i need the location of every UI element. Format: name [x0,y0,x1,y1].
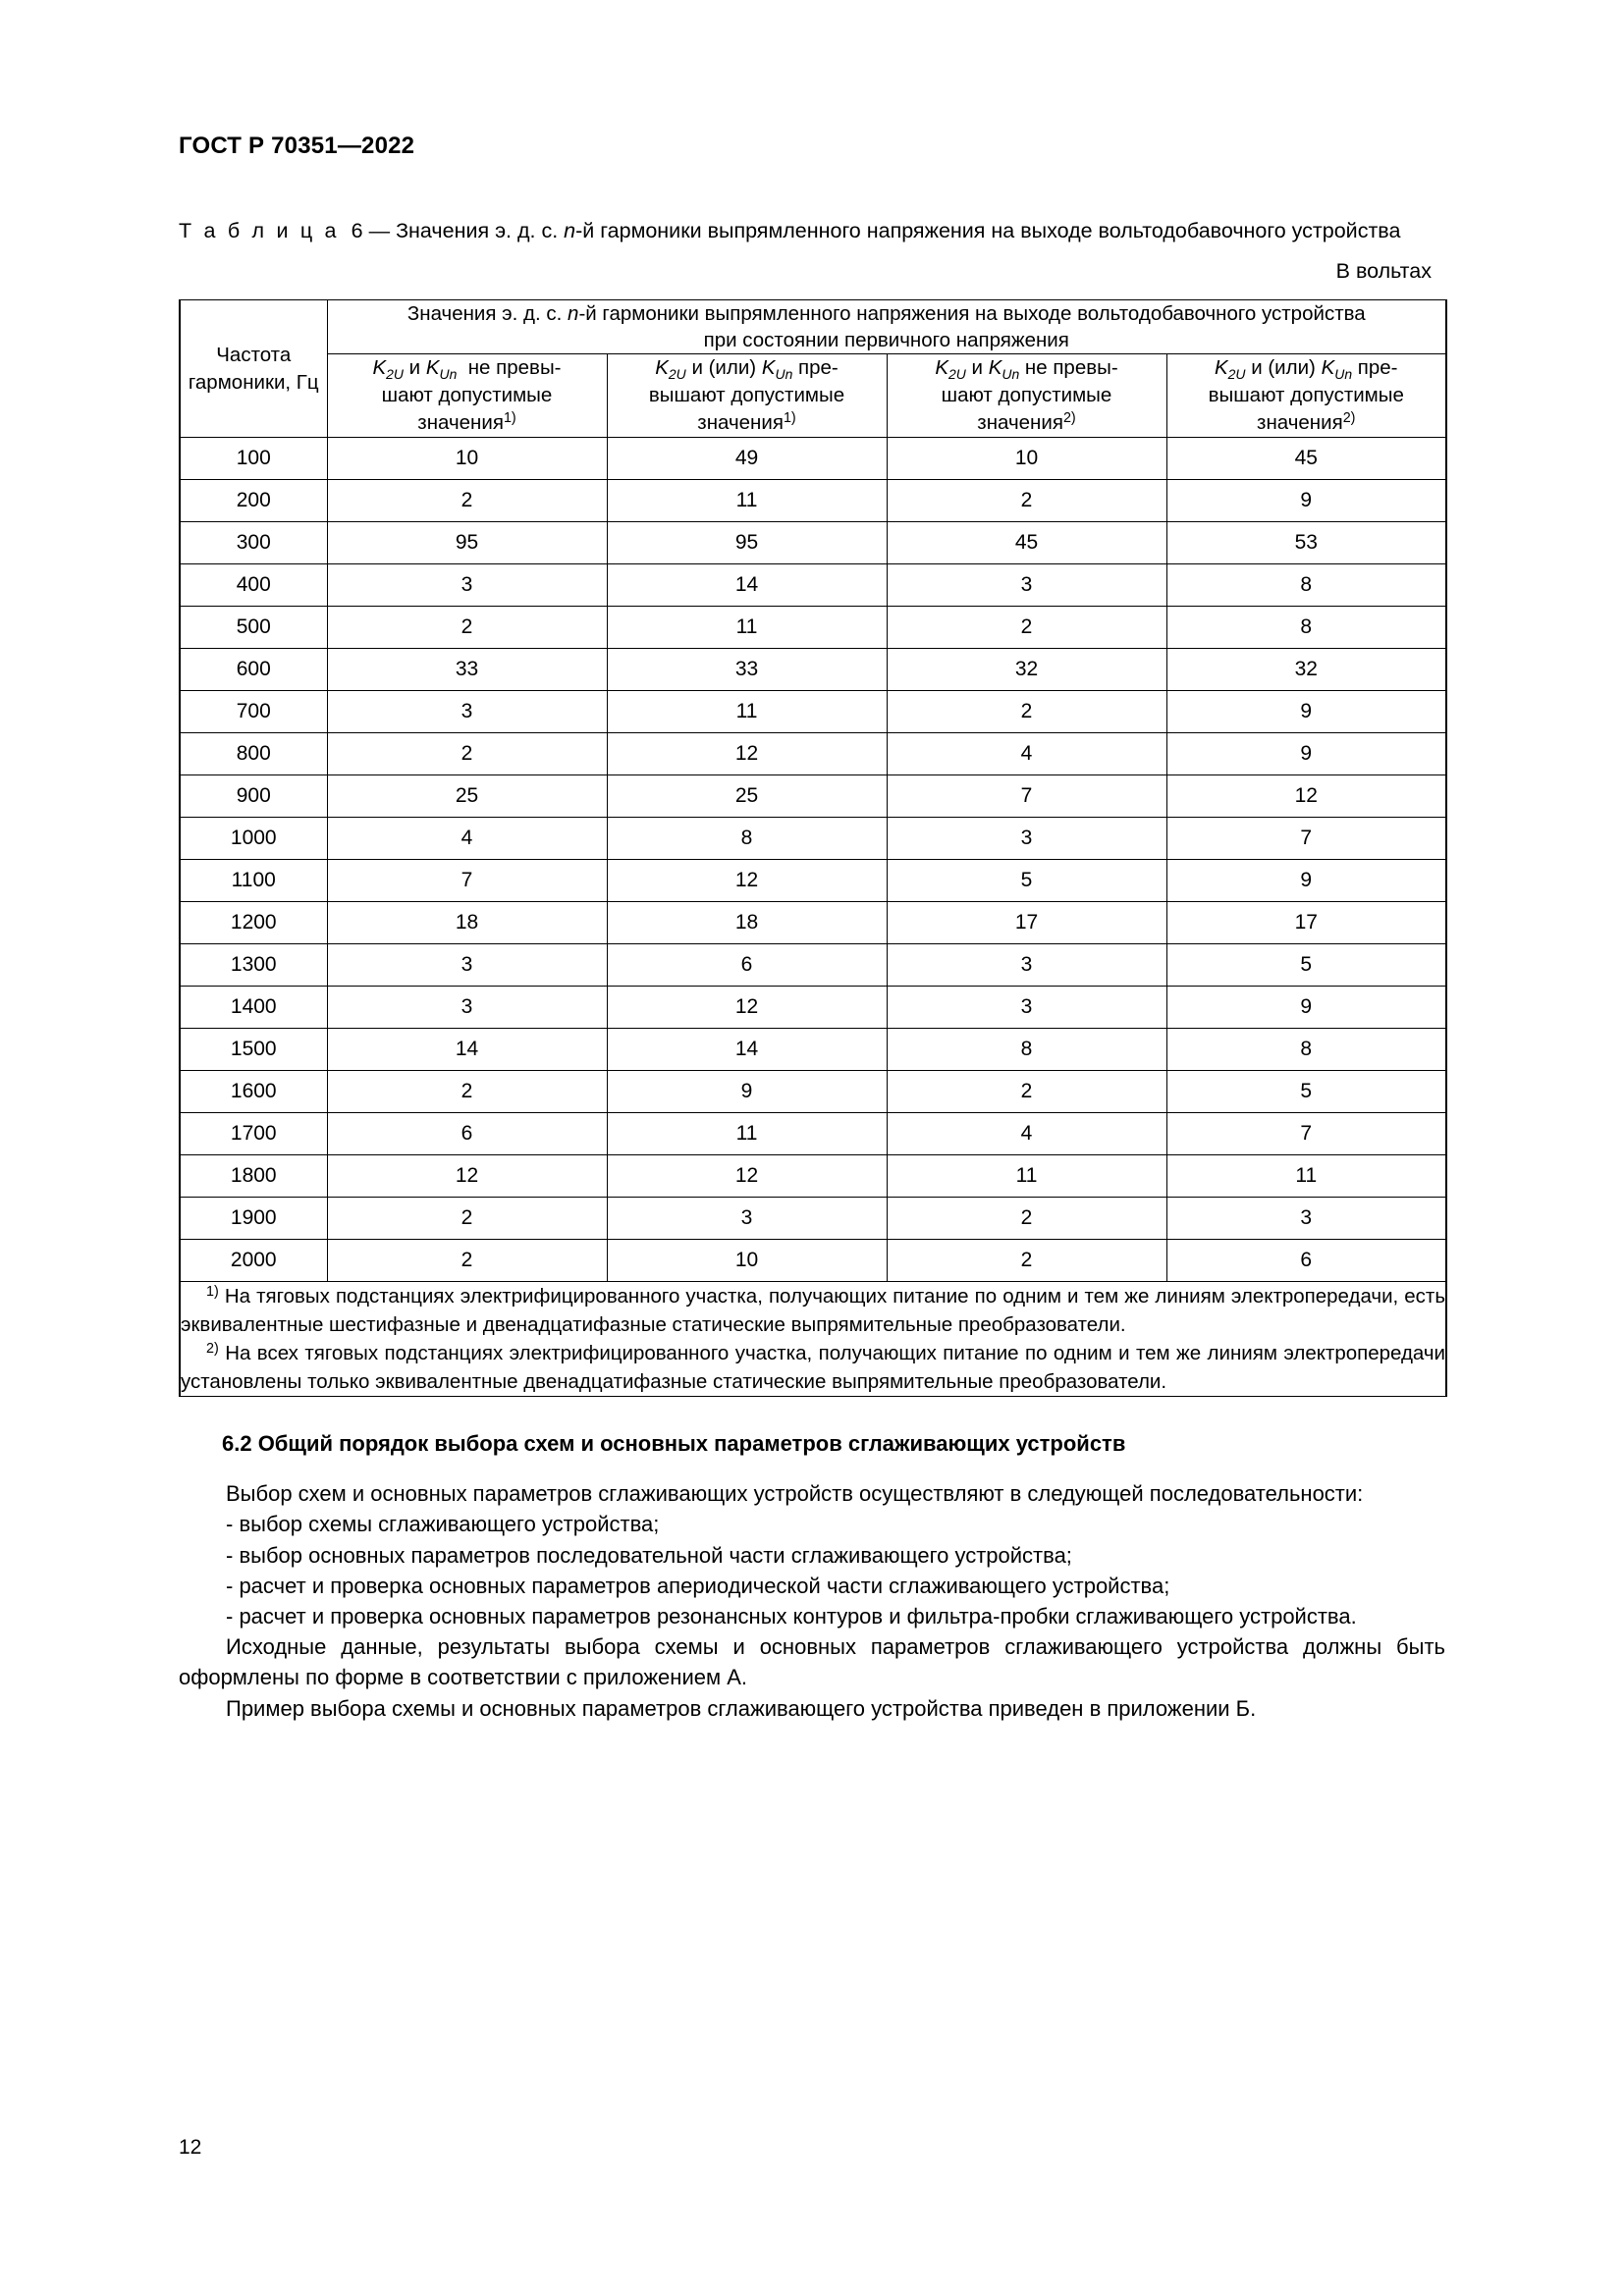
table-row [180,522,1446,564]
cell-value-2: 3 [607,1198,887,1240]
cell-value-3: 7 [887,775,1166,818]
cell-frequency: 500 [180,607,327,649]
table-row [180,902,1446,944]
cell-value-4: 9 [1166,987,1446,1029]
cell-value-4: 53 [1166,522,1446,564]
cell-value-4: 9 [1166,480,1446,522]
header-cell-condition-2: $K_{2U}$ и (или) $K_{Un}$ пре- вышают допустимые значения$^{1)}$ [607,354,887,438]
paragraph-initial-data: Исходные данные, результаты выбора схемы и основных параметров сглаживающего устройства должны быть оформлены по форме в соответствии с приложением А. [179,1634,1445,1690]
cell-value-1: 6 [327,1113,607,1155]
cell-value-3: 2 [887,1071,1166,1113]
cell-value-3: 3 [887,987,1166,1029]
cell-value-3: 3 [887,564,1166,607]
cell-frequency: 1000 [180,818,327,860]
cell-value-4: 7 [1166,1113,1446,1155]
header-cell-condition-4: $K_{2U}$ и (или) $K_{Un}$ пре- вышают допустимые значения$^{2)}$ [1166,354,1446,438]
cell-value-3: 4 [887,733,1166,775]
cell-value-4: 45 [1166,438,1446,480]
cell-value-2: 14 [607,1029,887,1071]
table-row [180,818,1446,860]
table-row [180,733,1446,775]
cell-value-3: 2 [887,1198,1166,1240]
table-caption-text: Значения э. д. с. n-й гармоники выпрямленного напряжения на выходе вольтодобавочного устройства [396,219,1401,243]
paragraph-sequence-intro: Выбор схем и основных параметров сглаживающих устройств осуществляют в следующей последовательности: [226,1481,1364,1507]
cell-frequency: 1800 [180,1155,327,1198]
cell-value-3: 3 [887,944,1166,987]
cell-value-1: 3 [327,564,607,607]
table-row [180,987,1446,1029]
footnote-2-text: На всех тяговых подстанциях электрифицированного участка, получающих питание по одним и тем же линиям электропередачи установлены только эквивалентные двенадцатифазные статические выпрямительные преобразователи. [181,1342,1446,1394]
cell-value-2: 10 [607,1240,887,1282]
cell-value-1: 95 [327,522,607,564]
cell-value-2: 9 [607,1071,887,1113]
cell-value-3: 3 [887,818,1166,860]
cell-value-4: 9 [1166,691,1446,733]
cell-value-4: 5 [1166,1071,1446,1113]
cell-value-4: 32 [1166,649,1446,691]
cell-frequency: 600 [180,649,327,691]
cell-value-4: 8 [1166,1029,1446,1071]
cell-value-3: 32 [887,649,1166,691]
cell-value-2: 6 [607,944,887,987]
list-item-resonant-circuits: - расчет и проверка основных параметров резонансных контуров и фильтра-пробки сглаживающего устройства. [226,1604,1357,1629]
cell-frequency: 300 [180,522,327,564]
cell-value-1: 4 [327,818,607,860]
table-row [180,438,1446,480]
cell-value-2: 12 [607,987,887,1029]
footnote-1-marker: 1) [206,1284,219,1301]
list-item-scheme-choice: - выбор схемы сглаживающего устройства; [226,1512,660,1537]
document-header-standard-number: ГОСТ Р 70351—2022 [179,133,415,159]
cell-value-1: 33 [327,649,607,691]
cell-value-1: 2 [327,1071,607,1113]
cell-frequency: 1300 [180,944,327,987]
footnote-1 [181,1282,1445,1339]
cell-frequency: 1700 [180,1113,327,1155]
header-frequency-line1: Частота [216,344,292,367]
table-row [180,1029,1446,1071]
cell-value-1: 12 [327,1155,607,1198]
cell-value-1: 10 [327,438,607,480]
cell-frequency: 1400 [180,987,327,1029]
cell-value-2: 11 [607,480,887,522]
table-row [180,564,1446,607]
table-row [180,480,1446,522]
header-cell-frequency [180,300,327,438]
table-row [180,607,1446,649]
table-header-row-group [180,300,1446,354]
table-row [180,775,1446,818]
cell-value-1: 2 [327,1240,607,1282]
cell-value-3: 8 [887,1029,1166,1071]
table-caption [179,218,1445,245]
cell-value-4: 11 [1166,1155,1446,1198]
cell-value-1: 7 [327,860,607,902]
cell-value-2: 95 [607,522,887,564]
cell-value-3: 11 [887,1155,1166,1198]
table-units-label: В вольтах [1335,259,1432,284]
header-group-line2: при состоянии первичного напряжения [703,329,1069,352]
cell-value-2: 11 [607,1113,887,1155]
table-row [180,1071,1446,1113]
cell-value-1: 3 [327,944,607,987]
footnote-1-text: На тяговых подстанциях электрифицированного участка, получающих питание по одним и тем же линиям электропередачи, есть эквивалентные шестифазные и двенадцатифазные статические выпрямительные преобразователи. [181,1285,1446,1337]
table-row [180,860,1446,902]
cell-frequency: 800 [180,733,327,775]
cell-value-4: 12 [1166,775,1446,818]
cell-frequency: 400 [180,564,327,607]
paragraph-example-reference: Пример выбора схемы и основных параметров сглаживающего устройства приведен в приложении Б. [226,1695,1257,1721]
table-row [180,649,1446,691]
cell-value-4: 9 [1166,860,1446,902]
section-heading-6-2: 6.2 Общий порядок выбора схем и основных параметров сглаживающих устройств [222,1431,1126,1457]
cell-frequency: 1900 [180,1198,327,1240]
page-number: 12 [179,2136,202,2159]
table-caption-label: Т а б л и ц а [179,219,340,243]
cell-value-3: 5 [887,860,1166,902]
header-cell-condition-3: $K_{2U}$ и $K_{Un}$ не превы- шают допустимые значения$^{2)}$ [887,354,1166,438]
cell-frequency: 900 [180,775,327,818]
table-caption-number: 6 [351,219,363,243]
cell-value-3: 2 [887,607,1166,649]
cell-value-2: 11 [607,607,887,649]
cell-value-1: 14 [327,1029,607,1071]
cell-frequency: 1500 [180,1029,327,1071]
cell-frequency: 200 [180,480,327,522]
cell-value-4: 6 [1166,1240,1446,1282]
cell-frequency: 700 [180,691,327,733]
cell-value-2: 8 [607,818,887,860]
cell-value-1: 25 [327,775,607,818]
cell-value-1: 3 [327,987,607,1029]
table-row [180,1113,1446,1155]
harmonic-emf-table [179,299,1447,1397]
cell-value-3: 2 [887,1240,1166,1282]
cell-value-2: 18 [607,902,887,944]
cell-value-4: 8 [1166,607,1446,649]
cell-value-2: 14 [607,564,887,607]
table-row [180,1155,1446,1198]
cell-value-4: 7 [1166,818,1446,860]
table-row [180,1240,1446,1282]
cell-frequency: 1200 [180,902,327,944]
cell-value-1: 3 [327,691,607,733]
list-item-aperiodic-part: - расчет и проверка основных параметров апериодической части сглаживающего устройства; [226,1573,1170,1598]
cell-value-2: 25 [607,775,887,818]
cell-value-2: 49 [607,438,887,480]
cell-value-3: 4 [887,1113,1166,1155]
cell-value-1: 18 [327,902,607,944]
cell-value-3: 2 [887,691,1166,733]
page-content [179,133,1445,1724]
footnote-2 [181,1339,1445,1396]
cell-value-2: 12 [607,1155,887,1198]
table-footnotes-row [180,1282,1446,1397]
cell-value-2: 11 [607,691,887,733]
header-cell-group [327,300,1446,354]
cell-frequency: 2000 [180,1240,327,1282]
cell-frequency: 1100 [180,860,327,902]
table-row [180,944,1446,987]
table-row [180,1198,1446,1240]
cell-value-4: 8 [1166,564,1446,607]
table-header-row-conditions [180,354,1446,438]
table-caption-dash: — [368,219,391,243]
cell-value-4: 9 [1166,733,1446,775]
header-group-line1: Значения э. д. с. n-й гармоники выпрямленного напряжения на выходе вольтодобавочного устройства [406,302,1366,326]
cell-value-2: 12 [607,733,887,775]
header-cell-condition-1: $K_{2U}$ и $K_{Un}$ не превы- шают допустимые значения$^{1)}$ [327,354,607,438]
cell-value-1: 2 [327,733,607,775]
cell-value-4: 17 [1166,902,1446,944]
cell-value-4: 3 [1166,1198,1446,1240]
table-row [180,691,1446,733]
cell-value-3: 10 [887,438,1166,480]
footnote-2-marker: 2) [206,1341,219,1358]
table-footnotes-cell [180,1282,1446,1397]
cell-value-3: 17 [887,902,1166,944]
cell-value-3: 2 [887,480,1166,522]
cell-frequency: 100 [180,438,327,480]
cell-value-1: 2 [327,1198,607,1240]
cell-value-1: 2 [327,480,607,522]
cell-frequency: 1600 [180,1071,327,1113]
list-item-series-part: - выбор основных параметров последовательной части сглаживающего устройства; [226,1542,1072,1568]
cell-value-2: 33 [607,649,887,691]
header-frequency-line2: гармоники, Гц [188,370,319,394]
cell-value-2: 12 [607,860,887,902]
table-body [180,438,1446,1282]
cell-value-1: 2 [327,607,607,649]
cell-value-4: 5 [1166,944,1446,987]
cell-value-3: 45 [887,522,1166,564]
